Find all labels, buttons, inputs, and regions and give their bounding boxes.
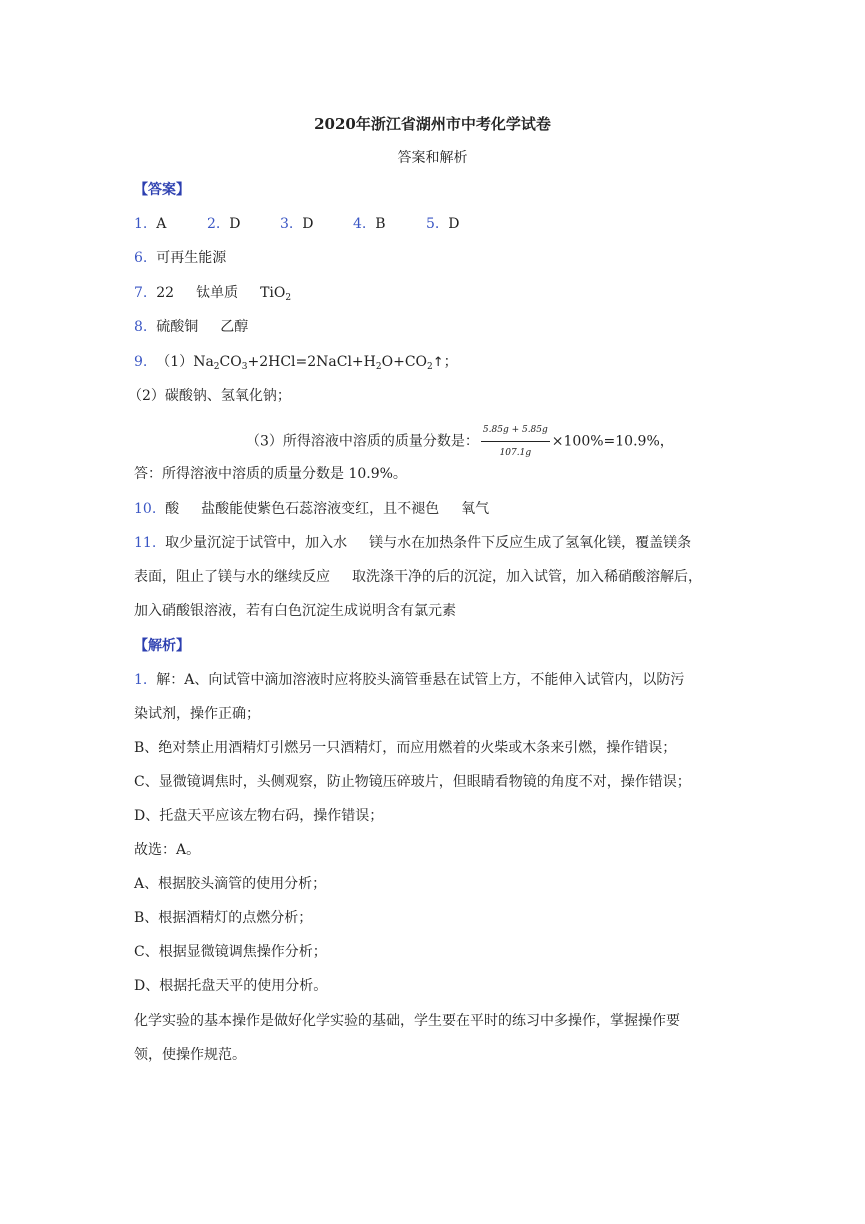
answer-item: 5. D xyxy=(426,216,460,232)
answer-item: 2. D xyxy=(207,216,241,232)
answers-row xyxy=(134,214,499,234)
fraction: $\frac{5.85g + 5.85g}{107.1g}$ xyxy=(481,420,550,463)
analysis-hint-b: B、根据酒精灯的点燃分析； xyxy=(134,910,313,926)
analysis-hint-d: D、根据托盘天平的使用分析。 xyxy=(134,978,328,994)
document-subtitle: 答案和解析 xyxy=(397,150,468,166)
answer-9-part3: （3）所得溶液中溶质的质量分数是： $\frac{5.85g + 5.85g}{107.1g}$ ×100%=10.9%， xyxy=(246,420,674,463)
answer-9-conclusion: 答：所得溶液中溶质的质量分数是 10.9%。 xyxy=(134,466,407,482)
up-arrow-icon: ↑ xyxy=(432,355,444,370)
analysis-choice: 故选：A。 xyxy=(134,842,201,858)
answer-7: 7. 22 钛单质 TiO$_2$ xyxy=(134,285,292,303)
answer-8: 8. 硫酸铜 乙醇 xyxy=(134,319,249,335)
analysis-summary-line2: 领，使操作规范。 xyxy=(134,1047,246,1063)
document-title: 2020年浙江省湖州市中考化学试卷 xyxy=(314,115,551,133)
answer-item: 3. D xyxy=(280,216,314,232)
analysis-heading: 【解析】 xyxy=(134,638,190,654)
analysis-d: D、托盘天平应该左物右码，操作错误； xyxy=(134,808,384,824)
answer-6: 6. 可再生能源 xyxy=(134,250,227,266)
answer-heading: 【答案】 xyxy=(134,182,190,198)
analysis-b: B、绝对禁止用酒精灯引燃另一只酒精灯，而应用燃着的火柴或木条来引燃，操作错误； xyxy=(134,740,677,756)
chemical-equation: $Na_2CO_3+2HCl=2NaCl+H_2O+CO_2↑$； xyxy=(193,354,458,372)
answer-item: 4. B xyxy=(353,216,386,232)
answer-9-part2: （2）碳酸钠、氢氧化钠； xyxy=(128,388,291,404)
analysis-1-line2: 染试剂，操作正确； xyxy=(134,706,260,722)
analysis-c: C、显微镜调焦时，头侧观察，防止物镜压碎玻片，但眼睛看物镜的角度不对，操作错误； xyxy=(134,774,691,790)
answer-11-line3: 加入硝酸银溶液，若有白色沉淀生成说明含有氯元素 xyxy=(134,603,456,619)
analysis-summary-line1: 化学实验的基本操作是做好化学实验的基础，学生要在平时的练习中多操作，掌握操作要 xyxy=(134,1013,680,1029)
answer-10: 10. 酸 盐酸能使紫色石蕊溶液变红，且不褪色 氧气 xyxy=(134,501,490,517)
analysis-hint-a: A、根据胶头滴管的使用分析； xyxy=(134,876,327,892)
answer-item: 1. A xyxy=(134,216,167,232)
analysis-hint-c: C、根据显微镜调焦操作分析； xyxy=(134,944,327,960)
answer-11-line2: 表面，阻止了镁与水的继续反应 取洗涤干净的后的沉淀，加入试管，加入稀硝酸溶解后， xyxy=(134,569,702,585)
answer-9-part1: 9. $(1)Na_2CO_3+2HCl=2NaCl+H_2O+CO_2↑$； xyxy=(134,354,458,372)
analysis-1-line1: 1. 解：A、向试管中滴加溶液时应将胶头滴管垂悬在试管上方，不能伸入试管内，以防污 xyxy=(134,672,685,688)
answer-11-line1: 11. 取少量沉淀于试管中，加入水 镁与水在加热条件下反应生成了氢氧化镁，覆盖镁条 xyxy=(134,535,692,551)
